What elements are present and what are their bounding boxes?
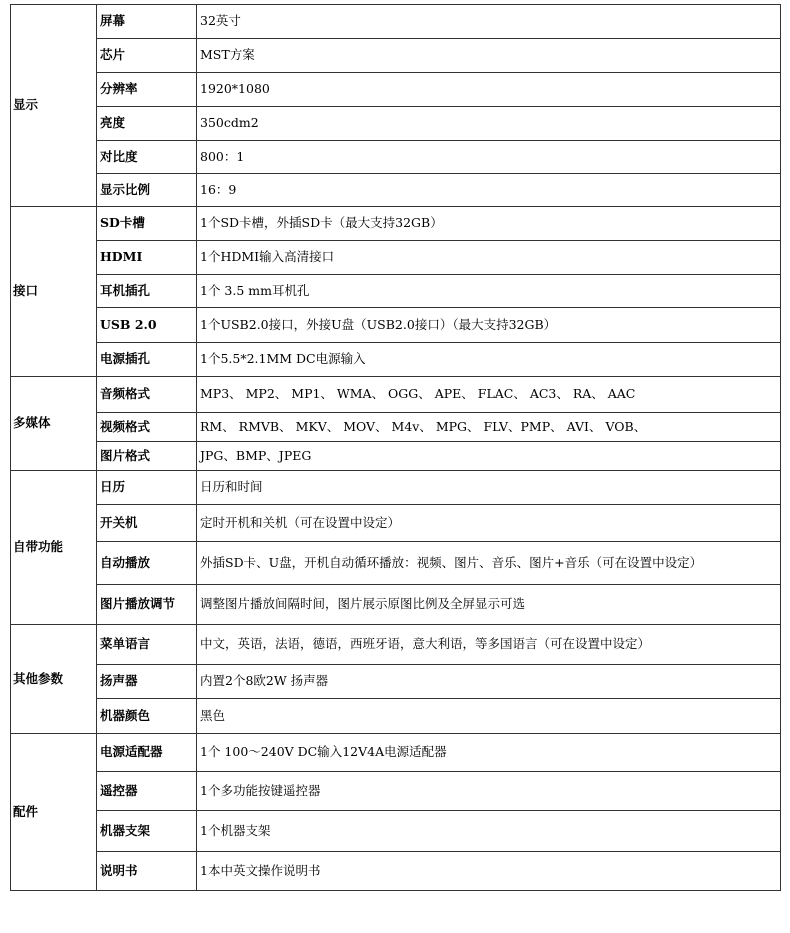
spec-row bbox=[11, 343, 781, 377]
spec-row bbox=[11, 377, 781, 413]
spec-table bbox=[10, 4, 781, 891]
spec-label: 芯片 bbox=[97, 39, 197, 73]
spec-row bbox=[11, 241, 781, 275]
spec-value: RM、 RMVB、 MKV、 MOV、 M4v、 MPG、 FLV、PMP、 AVI、 VOB、 bbox=[197, 413, 781, 442]
spec-value: 1个 3.5 mm耳机孔 bbox=[197, 275, 781, 308]
spec-label: 耳机插孔 bbox=[97, 275, 197, 308]
spec-row bbox=[11, 275, 781, 308]
spec-row bbox=[11, 442, 781, 471]
spec-value: 32英寸 bbox=[197, 5, 781, 39]
spec-value: 1本中英文操作说明书 bbox=[197, 852, 781, 891]
spec-label: HDMI bbox=[97, 241, 197, 275]
spec-value: 1个5.5*2.1MM DC电源输入 bbox=[197, 343, 781, 377]
spec-row bbox=[11, 471, 781, 505]
spec-row bbox=[11, 734, 781, 772]
spec-label: 屏幕 bbox=[97, 5, 197, 39]
spec-label: 日历 bbox=[97, 471, 197, 505]
spec-label: 对比度 bbox=[97, 141, 197, 174]
spec-label: 图片播放调节 bbox=[97, 585, 197, 625]
spec-row bbox=[11, 699, 781, 734]
spec-value: 1个SD卡槽，外插SD卡（最大支持32GB） bbox=[197, 207, 781, 241]
spec-label: 分辨率 bbox=[97, 73, 197, 107]
spec-label: 音频格式 bbox=[97, 377, 197, 413]
category-cell: 自带功能 bbox=[11, 471, 97, 625]
category-cell: 多媒体 bbox=[11, 377, 97, 471]
spec-value: 黑色 bbox=[197, 699, 781, 734]
spec-row bbox=[11, 585, 781, 625]
spec-row bbox=[11, 39, 781, 73]
spec-row bbox=[11, 207, 781, 241]
spec-label: SD卡槽 bbox=[97, 207, 197, 241]
category-cell: 配件 bbox=[11, 734, 97, 891]
spec-value: 350cdm2 bbox=[197, 107, 781, 141]
spec-row bbox=[11, 5, 781, 39]
spec-value: 中文，英语，法语，德语，西班牙语，意大利语，等多国语言（可在设置中设定） bbox=[197, 625, 781, 665]
spec-row bbox=[11, 174, 781, 207]
category-cell: 接口 bbox=[11, 207, 97, 377]
spec-value: 1个多功能按键遥控器 bbox=[197, 772, 781, 811]
spec-label: 说明书 bbox=[97, 852, 197, 891]
spec-label: 显示比例 bbox=[97, 174, 197, 207]
spec-value: 1个 100～240V DC输入12V4A电源适配器 bbox=[197, 734, 781, 772]
spec-row bbox=[11, 107, 781, 141]
spec-row bbox=[11, 308, 781, 343]
spec-label: 菜单语言 bbox=[97, 625, 197, 665]
spec-label: 视频格式 bbox=[97, 413, 197, 442]
spec-label: 机器支架 bbox=[97, 811, 197, 852]
spec-value: 800：1 bbox=[197, 141, 781, 174]
spec-label: USB 2.0 bbox=[97, 308, 197, 343]
category-cell: 其他参数 bbox=[11, 625, 97, 734]
spec-value: 日历和时间 bbox=[197, 471, 781, 505]
spec-row bbox=[11, 141, 781, 174]
spec-row bbox=[11, 413, 781, 442]
spec-value: 内置2个8欧2W 扬声器 bbox=[197, 665, 781, 699]
spec-value: 1个HDMI输入高清接口 bbox=[197, 241, 781, 275]
spec-label: 电源适配器 bbox=[97, 734, 197, 772]
spec-body bbox=[11, 5, 781, 891]
spec-value: 16：9 bbox=[197, 174, 781, 207]
spec-label: 电源插孔 bbox=[97, 343, 197, 377]
spec-label: 扬声器 bbox=[97, 665, 197, 699]
spec-value: MP3、 MP2、 MP1、 WMA、 OGG、 APE、 FLAC、 AC3、 RA、 AAC bbox=[197, 377, 781, 413]
spec-row bbox=[11, 811, 781, 852]
spec-row bbox=[11, 505, 781, 542]
spec-row bbox=[11, 542, 781, 585]
spec-value: 1920*1080 bbox=[197, 73, 781, 107]
spec-label: 图片格式 bbox=[97, 442, 197, 471]
spec-row bbox=[11, 852, 781, 891]
spec-row bbox=[11, 73, 781, 107]
spec-label: 遥控器 bbox=[97, 772, 197, 811]
spec-row bbox=[11, 772, 781, 811]
spec-value: MST方案 bbox=[197, 39, 781, 73]
spec-value: 定时开机和关机（可在设置中设定） bbox=[197, 505, 781, 542]
spec-label: 自动播放 bbox=[97, 542, 197, 585]
spec-row bbox=[11, 665, 781, 699]
spec-label: 机器颜色 bbox=[97, 699, 197, 734]
spec-value: 外插SD卡、U盘，开机自动循环播放：视频、图片、音乐、图片+音乐（可在设置中设定） bbox=[197, 542, 781, 585]
spec-value: JPG、BMP、JPEG bbox=[197, 442, 781, 471]
category-cell: 显示 bbox=[11, 5, 97, 207]
spec-value: 1个机器支架 bbox=[197, 811, 781, 852]
spec-value: 1个USB2.0接口，外接U盘（USB2.0接口）（最大支持32GB） bbox=[197, 308, 781, 343]
spec-label: 亮度 bbox=[97, 107, 197, 141]
spec-row bbox=[11, 625, 781, 665]
spec-value: 调整图片播放间隔时间，图片展示原图比例及全屏显示可选 bbox=[197, 585, 781, 625]
spec-label: 开关机 bbox=[97, 505, 197, 542]
